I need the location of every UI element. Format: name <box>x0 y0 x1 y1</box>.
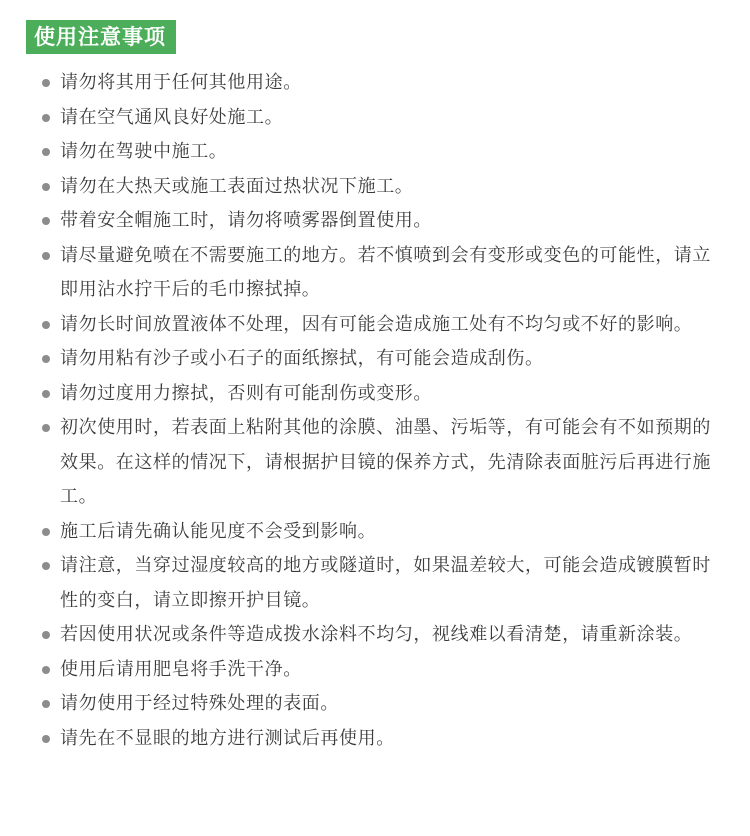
bullet-icon <box>42 355 50 363</box>
bullet-icon <box>42 321 50 329</box>
note-text: 请尽量避免喷在不需要施工的地方。若不慎喷到会有变形或变色的可能性，请立即用沾水拧干后的毛巾擦拭掉。 <box>60 244 711 300</box>
notes-list <box>40 66 720 756</box>
list-item <box>40 515 720 550</box>
note-text: 请勿在大热天或施工表面过热状况下施工。 <box>60 175 414 197</box>
list-item <box>40 204 720 239</box>
list-item <box>40 239 720 308</box>
note-text: 请勿使用于经过特殊处理的表面。 <box>60 693 339 714</box>
note-text: 施工后请先确认能见度不会受到影响。 <box>60 520 377 542</box>
bullet-icon <box>42 148 50 156</box>
list-item <box>40 342 720 377</box>
list-item <box>40 66 720 101</box>
note-text: 使用后请用肥皂将手洗干净。 <box>60 658 302 680</box>
bullet-icon <box>42 735 50 743</box>
bullet-icon <box>42 700 50 708</box>
bullet-icon <box>42 424 50 432</box>
note-text: 若因使用状况或条件等造成拨水涂料不均匀，视线难以看清楚，请重新涂装。 <box>60 624 693 645</box>
note-text: 请在空气通风良好处施工。 <box>60 106 284 128</box>
list-item <box>40 549 720 618</box>
note-text: 请先在不显眼的地方进行测试后再使用。 <box>60 727 395 749</box>
bullet-icon <box>42 631 50 639</box>
note-text: 带着安全帽施工时，请勿将喷雾器倒置使用。 <box>60 210 432 231</box>
section-title: 使用注意事项 <box>26 20 176 54</box>
bullet-icon <box>42 666 50 674</box>
list-item <box>40 170 720 205</box>
list-item <box>40 722 720 757</box>
bullet-icon <box>42 528 50 536</box>
bullet-icon <box>42 252 50 260</box>
list-item <box>40 411 720 515</box>
note-text: 初次使用时，若表面上粘附其他的涂膜、油墨、污垢等，有可能会有不如预期的效果。在这样的情况下，请根据护目镜的保养方式，先清除表面脏污后再进行施工。 <box>60 417 711 507</box>
bullet-icon <box>42 114 50 122</box>
note-text: 请勿在驾驶中施工。 <box>60 141 228 162</box>
bullet-icon <box>42 217 50 225</box>
list-item <box>40 653 720 688</box>
list-item <box>40 618 720 653</box>
bullet-icon <box>42 183 50 191</box>
list-item <box>40 308 720 343</box>
note-text: 请勿将其用于任何其他用途。 <box>60 72 302 93</box>
bullet-icon <box>42 390 50 398</box>
list-item <box>40 687 720 722</box>
note-text: 请勿用粘有沙子或小石子的面纸擦拭，有可能会造成刮伤。 <box>60 348 544 369</box>
bullet-icon <box>42 79 50 87</box>
list-item <box>40 135 720 170</box>
note-text: 请注意，当穿过湿度较高的地方或隧道时，如果温差较大，可能会造成镀膜暂时性的变白，请立即擦开护目镜。 <box>60 555 711 611</box>
note-text: 请勿长时间放置液体不处理，因有可能会造成施工处有不均匀或不好的影响。 <box>60 313 693 335</box>
list-item <box>40 101 720 136</box>
bullet-icon <box>42 562 50 570</box>
note-text: 请勿过度用力擦拭，否则有可能刮伤或变形。 <box>60 382 432 404</box>
list-item <box>40 377 720 412</box>
